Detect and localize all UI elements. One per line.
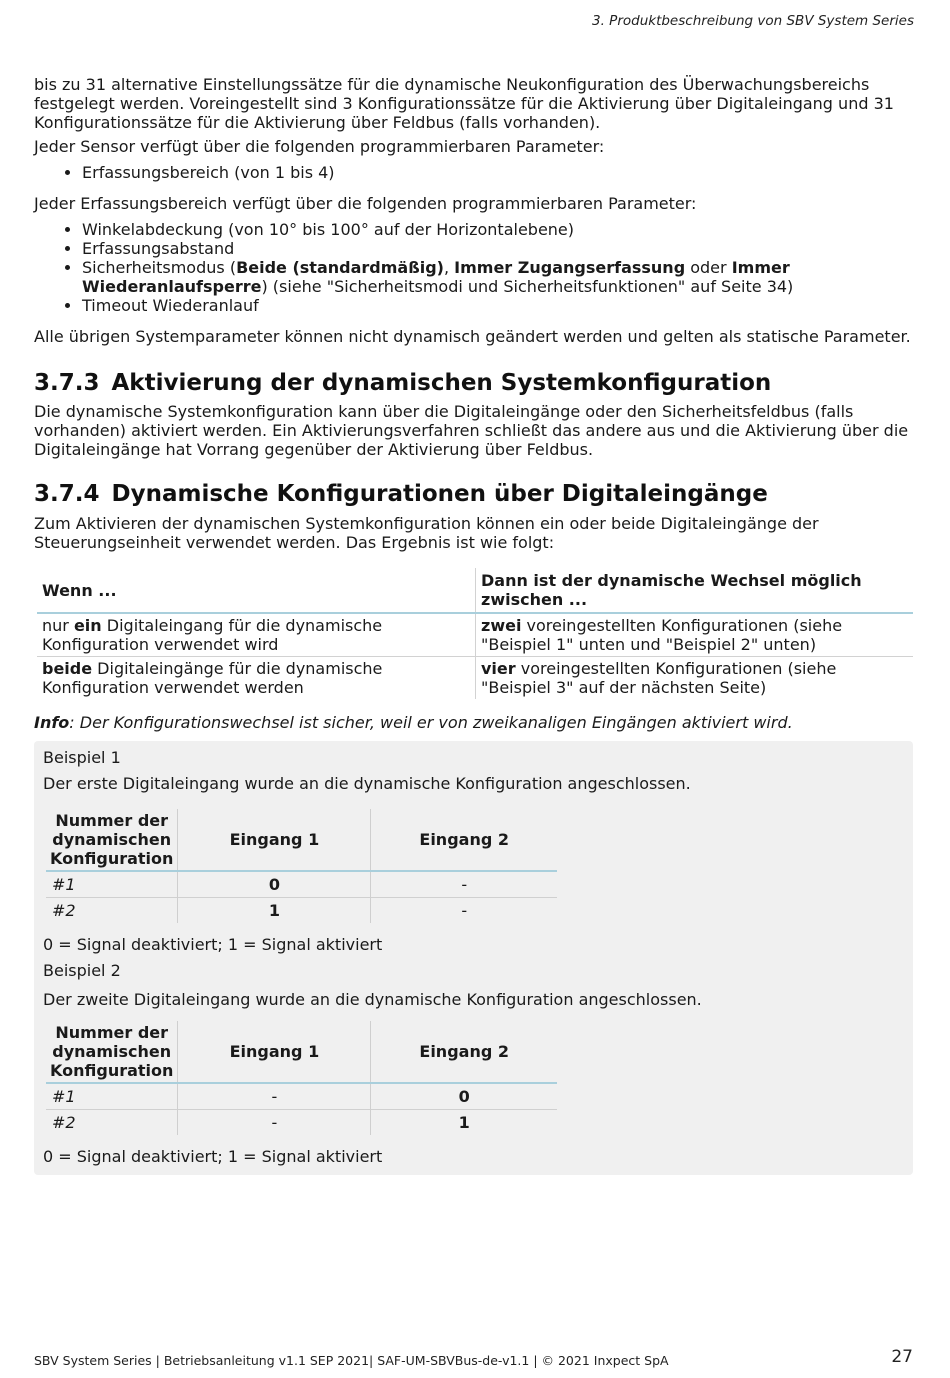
example-2-description: Der zweite Digitaleingang wurde an die dynamische Konfiguration angeschlossen. <box>43 990 702 1009</box>
table-row <box>46 898 557 924</box>
table-cell: beide Digitaleingänge für die dynamische Konfiguration verwendet werden <box>37 657 476 700</box>
config-cell: #2 <box>46 898 178 924</box>
column-header-config: Nummer der dynamischen Konfiguration <box>46 809 178 871</box>
column-header-dann: Dann ist der dynamische Wechsel möglich zwischen ... <box>481 571 862 609</box>
input-1-cell: - <box>178 1110 371 1136</box>
info-note: Info: Der Konfigurationswechsel ist sicher, weil er von zweikanaligen Eingängen aktiviert wird. <box>34 713 793 732</box>
page-number: 27 <box>891 1347 913 1367</box>
static-params-note: Alle übrigen Systemparameter können nicht dynamisch geändert werden und gelten als statische Parameter. <box>34 327 911 346</box>
example-2-title: Beispiel 2 <box>43 961 121 980</box>
list-item: • Sicherheitsmodus (Beide (standardmäßig), Immer Zugangserfassung oder Immer Wiederanlaufsperre) (siehe "Sicherheitsmodi und Sicherheitsfunktionen" auf Seite 34) <box>82 258 914 296</box>
table-row <box>37 613 913 657</box>
sensor-params-list <box>34 163 335 182</box>
input-2-cell: - <box>461 901 468 920</box>
column-header-input-2: Eingang 2 <box>419 830 509 849</box>
section-374-body: Zum Aktivieren der dynamischen Systemkonfiguration können ein oder beide Digitaleingänge der Steuerungseinheit verwendet werden. Das Ergebnis ist wie folgt: <box>34 514 819 552</box>
examples-box <box>34 741 913 1175</box>
column-header-wenn: Wenn ... <box>37 568 476 613</box>
page-footer: SBV System Series | Betriebsanleitung v1.1 SEP 2021| SAF-UM-SBVBus-de-v1.1 | © 2021 Inxpect SpA <box>34 1353 669 1368</box>
example-2-table <box>46 1021 557 1135</box>
running-header: 3. Produktbeschreibung von SBV System Series <box>592 13 914 29</box>
table-header-row <box>46 1021 557 1083</box>
sensor-params-lead: Jeder Sensor verfügt über die folgenden programmierbaren Parameter: <box>34 137 605 156</box>
section-heading-373: 3.7.3 Aktivierung der dynamischen Systemkonfiguration <box>34 370 772 396</box>
input-2-cell: 1 <box>458 1113 470 1132</box>
input-2-cell: 0 <box>458 1087 470 1106</box>
section-heading-374: 3.7.4 Dynamische Konfigurationen über Digitaleingänge <box>34 481 768 507</box>
table-header-row <box>37 568 913 613</box>
column-header-input-1: Eingang 1 <box>178 1021 371 1083</box>
table-row <box>46 1083 557 1110</box>
column-header-input-1: Eingang 1 <box>178 809 371 871</box>
table-row <box>37 657 913 700</box>
input-1-cell: 1 <box>178 898 371 924</box>
example-1-title: Beispiel 1 <box>43 748 121 767</box>
table-cell: nur ein Digitaleingang für die dynamische Konfiguration verwendet wird <box>37 613 476 657</box>
input-1-cell: - <box>178 1083 371 1110</box>
list-item: • Timeout Wiederanlauf <box>82 296 914 315</box>
example-1-legend: 0 = Signal deaktiviert; 1 = Signal aktiviert <box>43 935 383 954</box>
list-item: • Erfassungsbereich (von 1 bis 4) <box>82 163 335 182</box>
example-2-legend: 0 = Signal deaktiviert; 1 = Signal aktiviert <box>43 1147 383 1166</box>
table-cell: zwei voreingestellten Konfigurationen (siehe "Beispiel 1" unten und "Beispiel 2" unten) <box>481 616 843 654</box>
example-1-table <box>46 809 557 923</box>
list-item: • Winkelabdeckung (von 10° bis 100° auf der Horizontalebene) <box>82 220 914 239</box>
list-item: • Erfassungsabstand <box>82 239 914 258</box>
config-cell: #1 <box>46 871 178 898</box>
column-header-config: Nummer der dynamischen Konfiguration <box>46 1021 178 1083</box>
table-cell: vier voreingestellten Konfigurationen (siehe "Beispiel 3" auf der nächsten Seite) <box>481 659 837 697</box>
example-1-description: Der erste Digitaleingang wurde an die dynamische Konfiguration angeschlossen. <box>43 774 691 793</box>
config-cell: #1 <box>46 1083 178 1110</box>
table-header-row <box>46 809 557 871</box>
config-cell: #2 <box>46 1110 178 1136</box>
table-row <box>46 1110 557 1136</box>
section-373-body: Die dynamische Systemkonfiguration kann über die Digitaleingänge oder den Sicherheitsfeldbus (falls vorhanden) aktiviert werden. Ein Aktivierungsverfahren schließt das andere aus und die Aktivierung über die Digitaleingänge hat Vorrang gegenüber der Aktivierung über Feldbus. <box>34 402 909 459</box>
area-params-list <box>34 220 914 315</box>
input-1-cell: 0 <box>178 871 371 898</box>
table-row <box>46 871 557 898</box>
condition-table <box>37 568 913 699</box>
column-header-input-2: Eingang 2 <box>419 1042 509 1061</box>
intro-paragraph: bis zu 31 alternative Einstellungssätze für die dynamische Neukonfiguration des Überwachungsbereichs festgelegt werden. Voreingestellt sind 3 Konfigurationssätze für die Aktivierung über Digitaleingang und 31 Konfigurationssätze für die Aktivierung über Feldbus (falls vorhanden). <box>34 75 894 132</box>
input-2-cell: - <box>461 875 468 894</box>
area-params-lead: Jeder Erfassungsbereich verfügt über die folgenden programmierbaren Parameter: <box>34 194 697 213</box>
